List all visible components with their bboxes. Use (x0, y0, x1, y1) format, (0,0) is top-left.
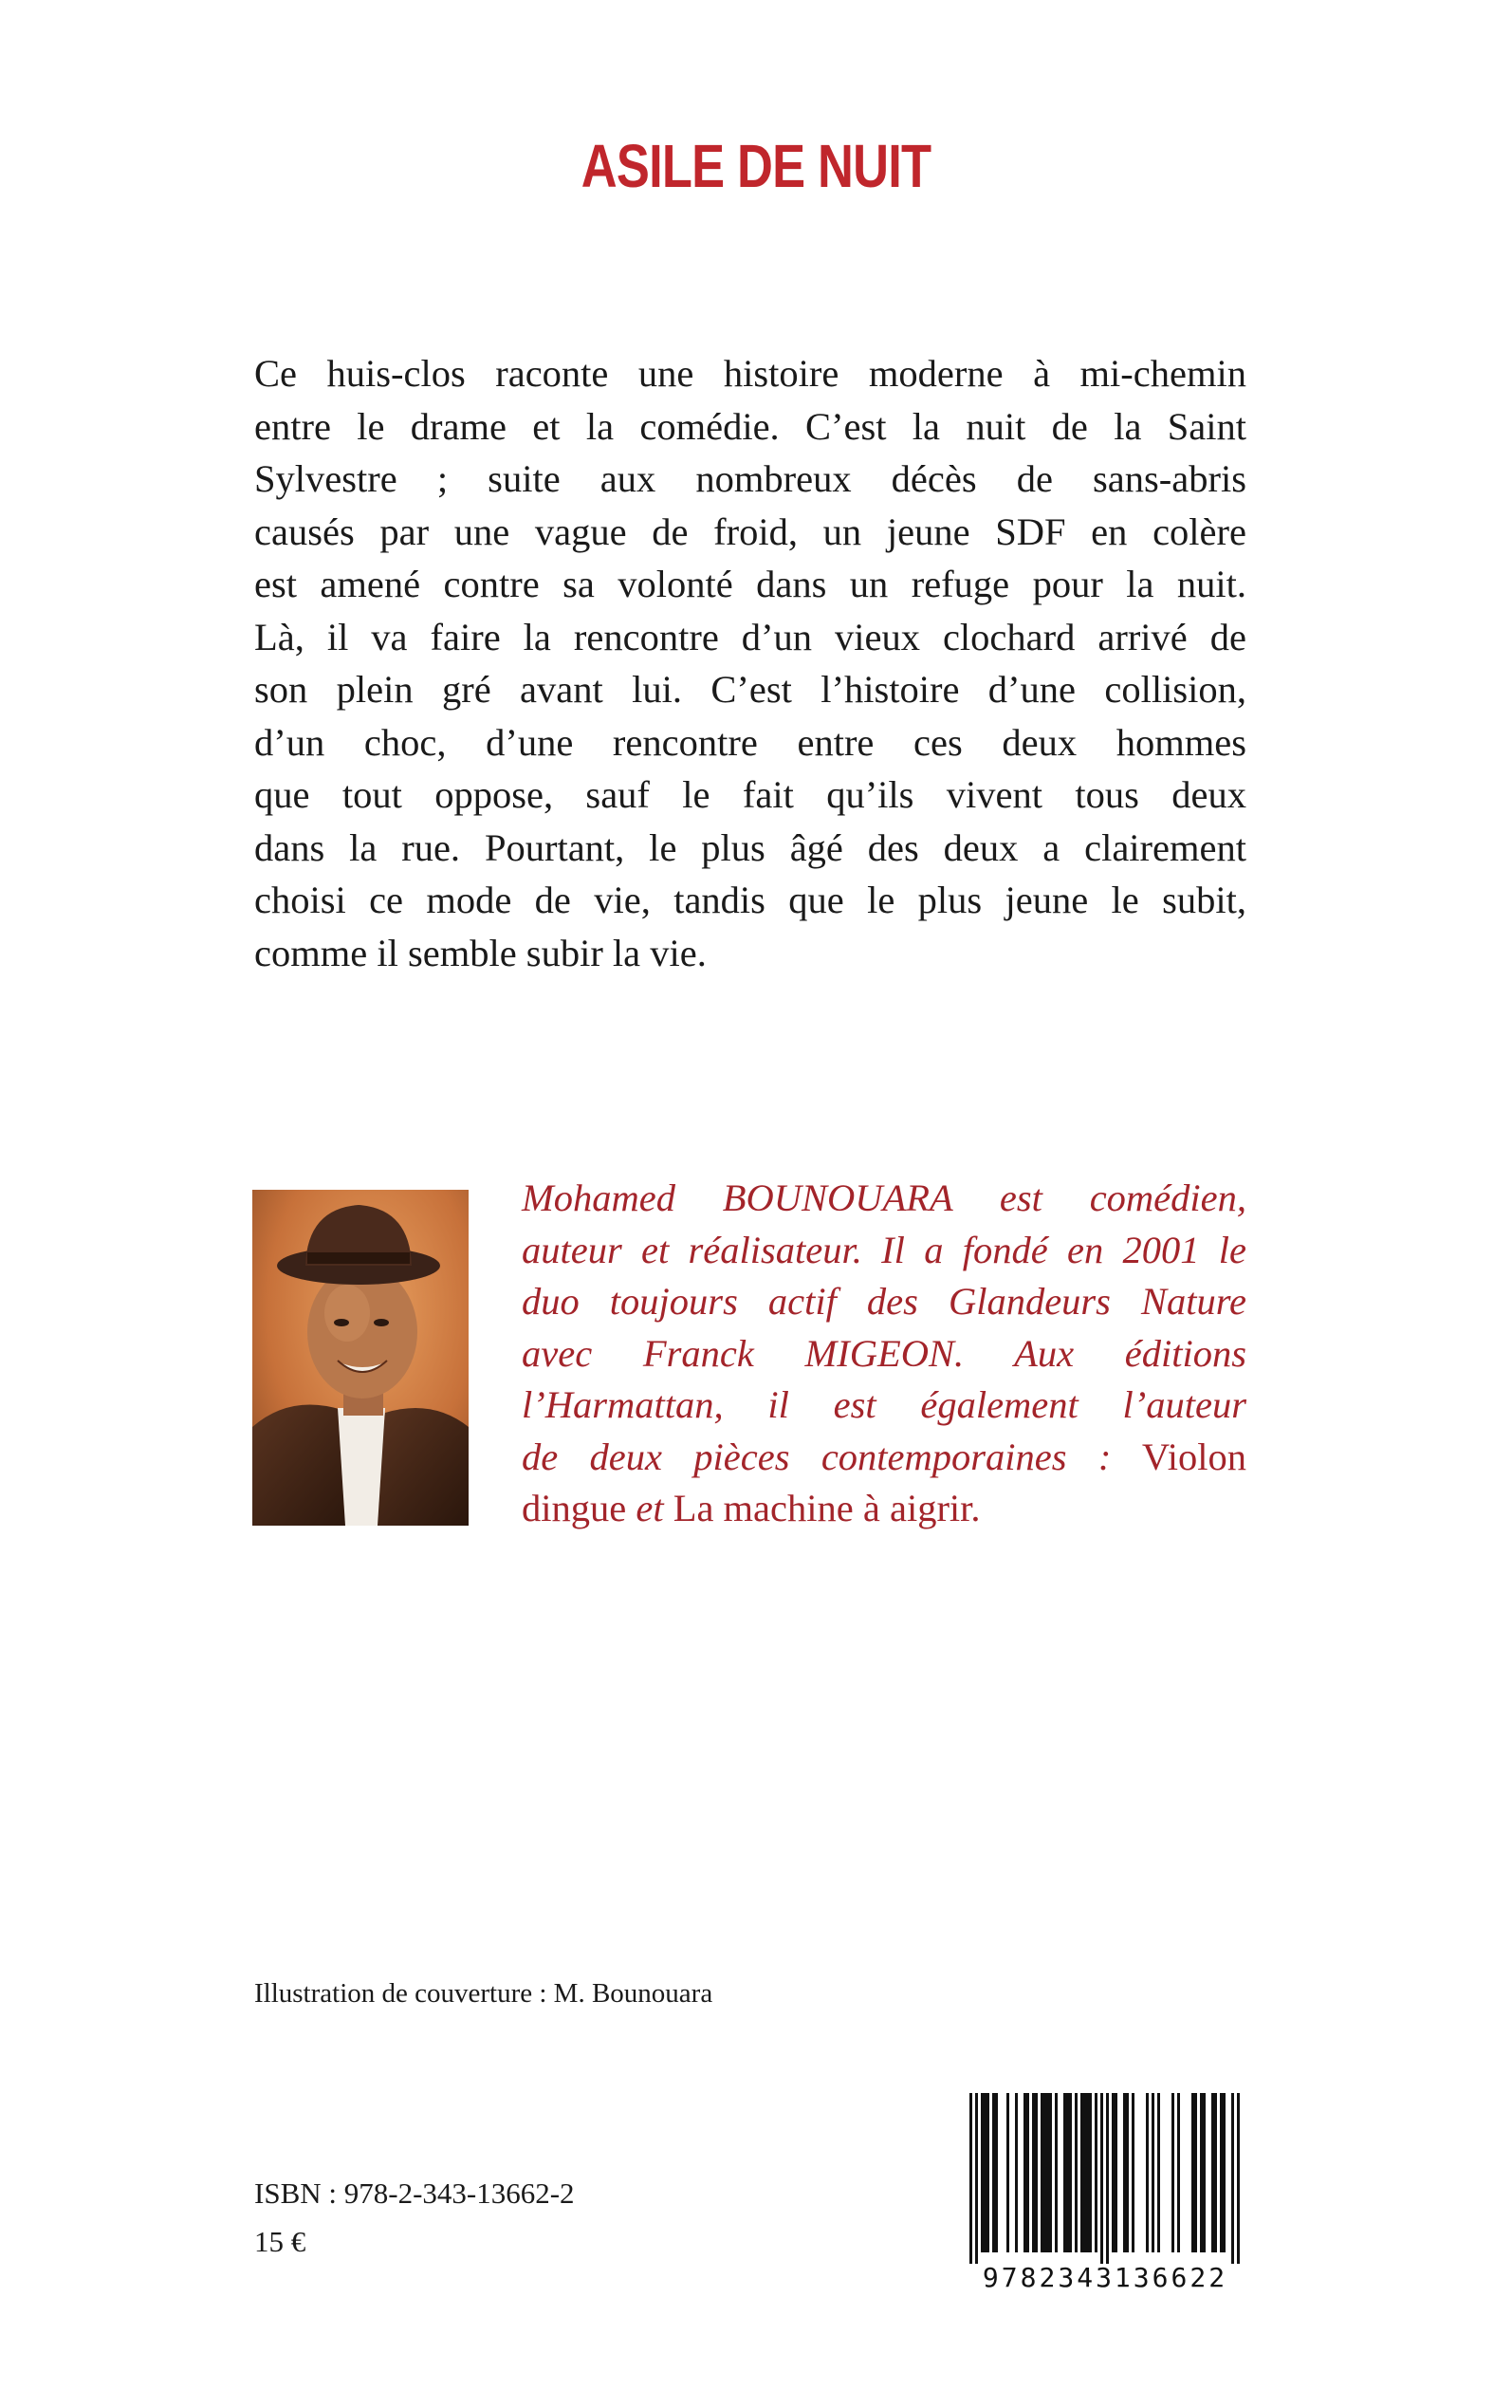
synopsis-line: Sylvestre ; suite aux nombreux décès de sans-abris (254, 457, 1246, 500)
barcode-bar (1223, 2093, 1226, 2252)
barcode-bar (1043, 2093, 1046, 2252)
author-photo (252, 1190, 469, 1526)
author-bio (522, 1173, 1246, 1535)
barcode-bar (1026, 2093, 1029, 2252)
barcode-digits: 9782343136622 (982, 2262, 1228, 2290)
barcode-bar (992, 2093, 995, 2252)
barcode-bar (981, 2093, 984, 2252)
barcode-bar (1126, 2093, 1129, 2252)
barcode-bar (1083, 2093, 1086, 2252)
barcode-bar (1075, 2093, 1078, 2252)
barcode-bar (1069, 2093, 1072, 2252)
barcode-bar (1100, 2093, 1103, 2264)
synopsis-line: Ce huis-clos raconte une histoire moderne à mi-chemin (254, 352, 1246, 395)
barcode-bar (1046, 2093, 1049, 2252)
barcode-bar (1066, 2093, 1069, 2252)
barcode-bar (1041, 2093, 1043, 2252)
barcode-bar (1106, 2093, 1109, 2264)
synopsis-line: comme il semble subir la vie. (254, 931, 707, 974)
barcode-bar (984, 2093, 986, 2252)
barcode-bar (1191, 2093, 1194, 2252)
barcode-bar (1080, 2093, 1083, 2252)
barcode-bar (1115, 2093, 1117, 2252)
barcode-bar (1157, 2093, 1160, 2252)
synopsis (254, 347, 1246, 979)
barcode-bar (1220, 2093, 1223, 2252)
bio-line: l’Harmattan, il est également l’auteur (522, 1383, 1246, 1426)
synopsis-line: dans la rue. Pourtant, le plus âgé des deux a clairement (254, 825, 1246, 869)
barcode-bar (986, 2093, 989, 2252)
synopsis-line: que tout oppose, sauf le fait qu’ils vivent tous deux (254, 773, 1246, 816)
barcode-bar (1023, 2093, 1026, 2252)
synopsis-line: Là, il va faire la rencontre d’un vieux clochard arrivé de (254, 615, 1246, 658)
barcode-bar (1231, 2093, 1234, 2264)
barcode-bar (975, 2093, 978, 2264)
barcode-bar (969, 2093, 972, 2264)
barcode-bar (1015, 2093, 1018, 2252)
barcode-bar (1171, 2093, 1174, 2252)
barcode-bar (1146, 2093, 1149, 2252)
isbn-barcode (949, 2093, 1262, 2290)
bio-line: avec Franck MIGEON. Aux éditions (522, 1331, 1246, 1375)
barcode-bar (1055, 2093, 1058, 2252)
barcode-bar (995, 2093, 998, 2252)
barcode-bar (1086, 2093, 1089, 2252)
barcode-bar (1132, 2093, 1134, 2252)
barcode-bar (1032, 2093, 1035, 2252)
bio-line: auteur et réalisateur. Il a fondé en 2001 le (522, 1228, 1246, 1271)
barcode-bar (1063, 2093, 1066, 2252)
synopsis-line: choisi ce mode de vie, tandis que le plus jeune le subit, (254, 879, 1246, 921)
cover-credit: Illustration de couverture : M. Bounouara (254, 1978, 713, 2009)
bio-line: Mohamed BOUNOUARA est comédien, (522, 1176, 1246, 1219)
barcode-bar (1214, 2093, 1217, 2252)
barcode-bar (1203, 2093, 1206, 2252)
barcode-bar (1200, 2093, 1203, 2252)
bio-line: duo toujours actif des Glandeurs Nature (522, 1280, 1246, 1323)
barcode-bar (1035, 2093, 1038, 2252)
barcode-bar (1112, 2093, 1115, 2252)
barcode-bar (1006, 2093, 1009, 2252)
synopsis-line: son plein gré avant lui. C’est l’histoire d’une collision, (254, 668, 1246, 711)
barcode-bar (1089, 2093, 1092, 2252)
barcode-bar (1194, 2093, 1197, 2252)
book-title: ASILE DE NUIT (581, 132, 931, 200)
bio-line: de deux pièces contemporaines : Violon (522, 1435, 1246, 1478)
barcode-bar (1177, 2093, 1180, 2252)
price: 15 € (254, 2225, 306, 2258)
barcode-bar (1095, 2093, 1097, 2252)
barcode-bar (1049, 2093, 1052, 2252)
barcode-bar (1152, 2093, 1154, 2252)
isbn: ISBN : 978-2-343-13662-2 (254, 2176, 575, 2210)
synopsis-line: d’un choc, d’une rencontre entre ces deux hommes (254, 720, 1246, 764)
bio-line: dingue et La machine à aigrir. (522, 1487, 981, 1529)
barcode-bar (1211, 2093, 1214, 2252)
barcode-bar (1237, 2093, 1240, 2264)
barcode-bar (1123, 2093, 1126, 2252)
synopsis-line: est amené contre sa volonté dans un refuge pour la nuit. (254, 563, 1246, 605)
synopsis-line: causés par une vague de froid, un jeune SDF en colère (254, 509, 1246, 553)
synopsis-line: entre le drame et la comédie. C’est la nuit de la Saint (254, 404, 1246, 448)
